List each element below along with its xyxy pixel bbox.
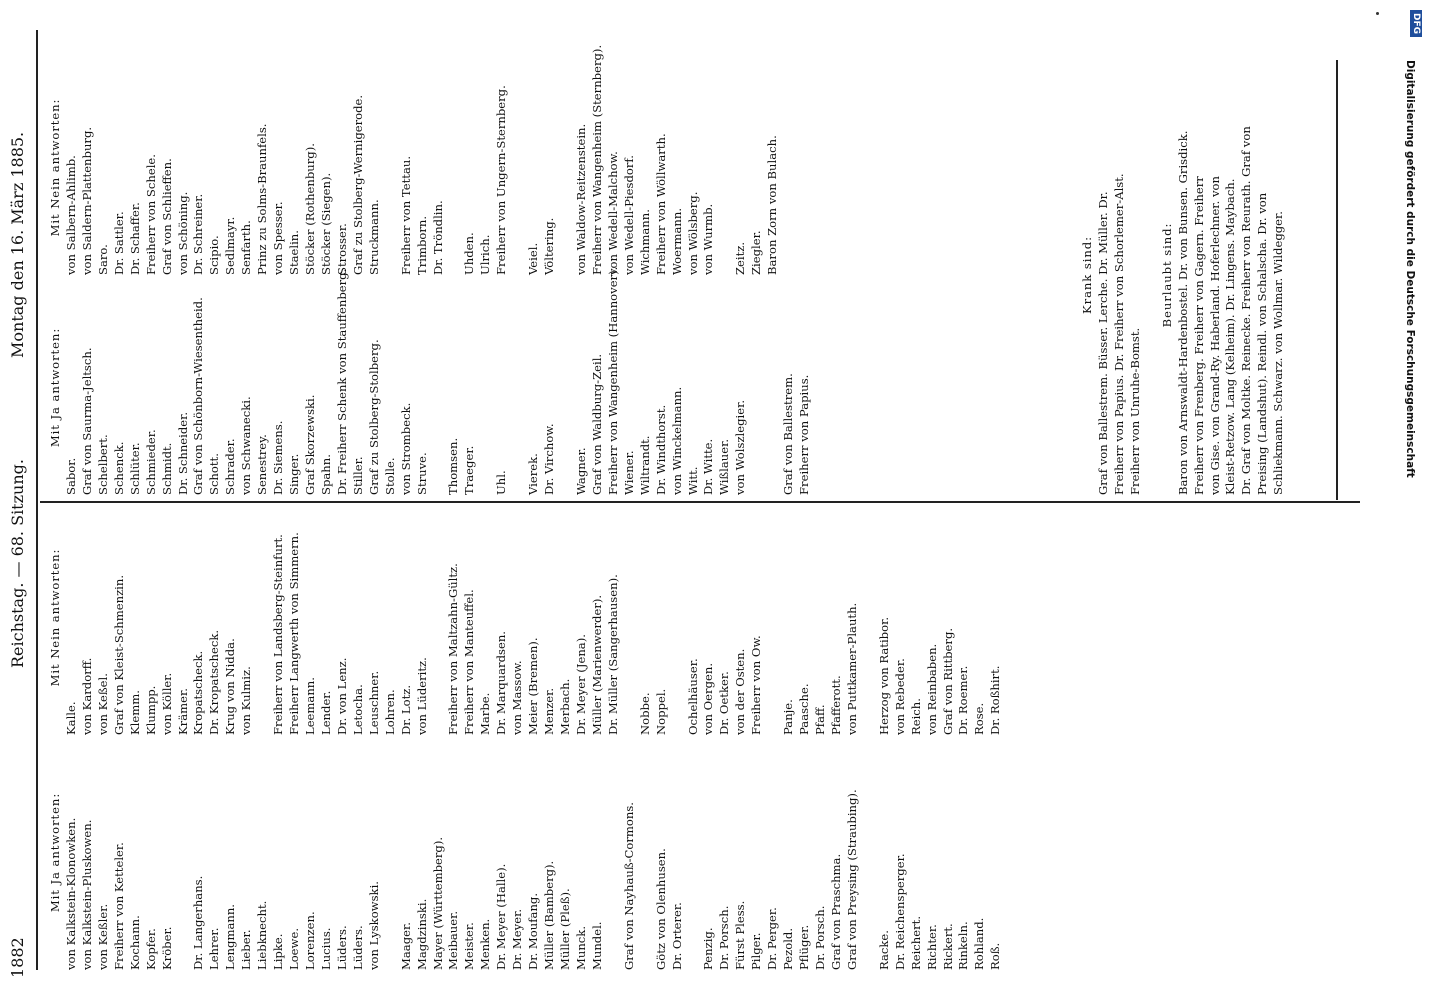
member-name: Vierek. [526,453,541,495]
digitization-credit: Digitalisierung gefördert durch die Deutsche Forschungsgemeinschaft [1404,60,1416,478]
member-name: Klumpp. [143,685,158,735]
member-name: Veiel. [526,242,541,275]
member-name: Kalle. [63,701,78,735]
member-name: Marbe. [478,692,493,735]
member-name: Dr. Oetker. [717,671,732,735]
member-name: Graf von Rittberg. [940,627,955,735]
column-heading: Mit Nein antworten: [48,98,62,237]
group-spacer [383,60,399,275]
member-name: von Lyskowski. [366,881,381,970]
member-name: von Schwanecki. [239,396,254,495]
member-name: Dr. Müller (Sangerhausen). [605,574,620,735]
member-name: Dr. Moufang. [526,892,541,970]
group-spacer [670,500,686,735]
member-name: Stöcker (Rothenburg). [303,143,317,275]
member-name: Freiherr Langwerth von Simmern. [287,532,302,735]
group-spacer [255,500,271,735]
member-name: Freiherr von Ow. [749,635,764,735]
member-name: Richter. [924,924,939,970]
member-name: Fürst Pless. [733,900,748,970]
member-name: Dr. Roßhirt. [988,665,1003,735]
member-name: Lüders. [350,925,365,970]
member-name: Dr. Roemer. [956,665,971,735]
member-name: von Massow. [510,660,525,735]
member-name: Dr. Witte. [701,438,716,495]
member-name: Maager. [398,922,413,970]
member-name: Klemm. [127,690,142,735]
member-name: Dr. Porsch. [813,905,827,970]
member-name: von Wolszlegier. [733,399,748,495]
member-name: Freiherr von Ungern-Sternberg. [494,85,509,275]
member-name: Trimborn. [414,215,429,275]
member-name: Sedlmayr. [223,216,238,275]
member-name: Stiller. [350,456,365,495]
member-name: von Kalkstein-Pluskowen. [79,819,94,970]
member-name: Graf von Kleist-Schmenzin. [111,574,126,735]
member-name: Roß. [988,942,1003,970]
member-name: Graf Skorzewski. [303,394,317,495]
member-name: Struve. [414,452,429,495]
member-name: Wiltrandt. [637,435,652,495]
member-name: von Kardorff. [79,657,94,735]
member-name: Mundel. [589,921,604,970]
member-name: Lieber. [239,929,254,970]
member-name: Dr. Schreiner. [191,193,206,275]
member-name: Paasche. [797,683,812,735]
member-name: von Kalkstein-Klonowken. [63,817,78,970]
member-name: von Wedell-Malchow. [605,151,620,275]
column-2-no-votes [48,500,1004,735]
member-name: Uhden. [462,232,477,275]
member-name: Schmieder. [143,429,158,495]
member-name: Dr. Kropatscheck. [207,629,222,735]
absence-lists [1080,55,1287,495]
member-name: Krug von Nidda. [223,638,238,735]
column-3-yes-votes [48,266,813,495]
member-name: Pilger. [749,932,764,970]
member-name: Panje. [781,699,796,735]
group-spacer [431,500,447,735]
member-name: von Saldern-Plattenburg. [79,126,94,275]
member-name: Pfafferott. [828,675,843,735]
member-name: Graf von Praschma. [828,853,843,970]
member-name: Dr. Freiherr Schenk von Stauffenberg. [334,268,349,495]
member-name: Dr. Schneider. [175,411,190,495]
header-rule [36,30,38,970]
member-name: Kröber. [159,926,174,970]
member-name: von Keßler. [95,903,110,970]
member-name: Magdzinski. [414,898,429,970]
member-name: von Wurmb. [701,203,716,275]
member-name: Herzog von Ratibor. [876,616,891,735]
member-name: Menken. [478,918,493,970]
member-name: Graf von Saurma-Jeltsch. [79,347,94,495]
member-name: von Köller. [159,672,174,735]
member-name: Liebknecht. [255,900,270,970]
member-name: Rickert. [940,923,955,970]
member-name: Freiherr von Landsberg-Steinfurt. [271,534,286,735]
member-name: Schelbert. [95,434,110,495]
member-name: Dr. Siemens. [271,420,286,495]
member-name: Leemann. [303,677,317,735]
krank-line: Freiherr von Unruhe-Bomst. [1127,327,1142,495]
member-name: Dr. Lotz. [398,684,413,735]
bottom-rule-right [1336,60,1338,500]
member-name: Lohren. [382,689,397,735]
group-spacer [383,735,399,970]
member-name: Kochann. [127,915,142,970]
member-name: Ziegler. [749,230,764,275]
member-name: Graf von Waldburg-Zeil. [589,353,604,495]
member-name: Stöcker (Siegen). [318,172,333,275]
member-name: Leuschner. [366,670,381,735]
member-name: Woermann. [669,207,684,275]
krank-line: Graf von Ballestrem. Büsser. Lerche. Dr. Müller. Dr. [1095,191,1110,495]
member-name: Graf von Ballestrem. [781,373,796,495]
member-name: Strosser. [334,223,349,275]
member-name: Meister. [462,922,477,970]
member-name: Lengmann. [223,904,238,970]
member-name: von Oergen. [701,662,716,735]
member-name: Traeger. [462,445,477,495]
member-name: Dr. Meyer (Jena). [573,634,588,735]
dfg-logo: DFG [1410,10,1422,37]
member-name: Uhl. [494,470,509,495]
member-name: Wagner. [573,447,588,495]
group-spacer [510,280,526,495]
member-name: Dr. Reichensperger. [892,853,907,970]
member-name: von Strombeck. [398,402,413,495]
member-name: Wiener. [621,450,636,495]
group-spacer [861,735,877,970]
member-name: Dr. Porsch. [717,905,732,970]
member-name: Wichmann. [637,209,652,275]
member-name: Freiherr von Maltzahn-Gültz. [446,563,461,735]
member-name: von Wedell-Piesdorf. [621,155,636,275]
group-spacer [558,280,574,495]
urlaub-heading: Beurlaubt sind: [1159,222,1174,328]
member-name: Senfarth. [239,220,254,275]
member-name: Graf zu Stolberg-Wernigerode. [350,94,365,275]
member-name: Dr. Windthorst. [653,404,668,495]
member-name: von Keßel. [95,673,110,735]
urlaub-line: Freiherr von Frenberg. Freiherr von Gagern. Freiherr [1191,176,1206,495]
member-name: von Salbern-Ahlimb. [63,155,78,275]
member-name: Pezold. [781,927,796,970]
column-4-no-votes [48,44,781,275]
member-name: Sabor. [63,457,78,495]
scan-speck [1376,12,1379,15]
member-name: Rinkeln. [956,921,971,970]
member-name: Dr. Perger. [765,907,780,970]
member-name: Graf von Nayhauß-Cormons. [621,802,636,970]
member-name: Pflüger. [797,924,812,970]
member-name: Freiherr von Ketteler. [111,842,126,970]
member-name: Scipio. [207,235,222,275]
member-name: Pfaff. [813,704,827,735]
session-date: Montag den 16. März 1885. [8,131,27,358]
member-name: Freiherr von Schele. [143,154,158,275]
column-heading: Mit Ja antworten: [48,792,62,913]
member-name: Menzer. [542,687,557,735]
group-spacer [765,280,781,495]
member-name: Dr. Langerhans. [191,875,206,970]
member-name: Meier (Bremen). [526,637,541,735]
member-name: von Waldow-Reitzenstein. [573,123,588,275]
member-name: Schlüter. [127,442,142,495]
krank-heading: Krank sind: [1080,236,1094,314]
member-name: Freiherr von Tettau. [398,155,413,275]
running-head [0,18,36,978]
member-name: Rose. [972,702,987,735]
member-name: Müller (Bamberg). [542,860,557,970]
group-spacer [478,280,494,495]
member-name: Dr. Tröndlin. [430,200,445,275]
group-spacer [765,500,781,735]
member-name: von Wölsberg. [685,191,700,275]
member-name: Staelin. [287,230,302,275]
member-name: von Puttkamer-Plauth. [844,602,859,735]
group-spacer [861,500,877,735]
member-name: Meibauer. [446,910,461,970]
group-spacer [446,60,462,275]
member-name: Munck. [573,925,588,970]
member-name: Baron Zorn von Bulach. [765,135,780,275]
group-spacer [510,60,526,275]
member-name: Mayer (Württemberg). [430,836,445,970]
member-name: Müller (Marienwerder). [589,594,604,735]
member-name: Reich. [908,698,923,735]
member-name: Dr. Sattler. [111,211,126,275]
member-name: Lehrer. [207,927,222,970]
member-name: Struckmann. [366,199,381,275]
column-1-yes-votes [48,735,1004,970]
urlaub-line: Dr. Graf von Moltke. Reinecke. Freiherr von Reurath. Graf von [1239,126,1254,495]
urlaub-line: von Gise. von Grand-Ry. Haberland. Hoferlechner. von [1207,176,1222,495]
member-name: von Spesser. [271,201,286,275]
member-name: Dr. Virchow. [542,423,557,495]
member-name: Witt. [685,466,700,495]
urlaub-line: Baron von Arnswaldt-Hardenbostel. Dr. von Bunsen. Grisdick. [1175,130,1190,495]
member-name: Noppel. [653,688,668,735]
urlaub-line: Kleist-Retzow. Lang (Kelheim). Dr. Lingens. Maybach. [1223,178,1238,495]
member-name: Reichert. [908,915,923,970]
member-name: von Kulmiz. [239,666,254,735]
group-spacer [622,500,638,735]
member-name: Ochelhäuser. [685,658,700,735]
member-name: Götz von Olenhusen. [653,848,668,970]
member-name: Freiherr von Manteuffel. [462,589,477,735]
member-name: Graf von Preysing (Straubing). [844,789,859,970]
member-name: Penzig. [701,927,716,970]
member-name: Dr. Meyer. [510,908,525,970]
group-spacer [638,735,654,970]
member-name: Racke. [876,930,891,970]
member-name: Wißlauer. [717,438,732,495]
member-name: Lender. [318,690,333,735]
urlaub-line: Schliekmann. Schwarz. von Wollmar. Wildegger. [1271,211,1286,495]
session-title: Reichstag. — 68. Sitzung. [8,459,27,668]
group-spacer [686,735,702,970]
member-name: Zeitz. [733,241,748,275]
member-name: Dr. Marquardsen. [494,631,509,735]
member-name: Freiherr von Wöllwarth. [653,133,668,275]
column-heading: Mit Ja antworten: [48,327,62,448]
member-name: Saro. [95,244,110,275]
member-name: von Schöning. [175,191,190,275]
group-spacer [176,735,192,970]
member-name: Kopfer. [143,928,158,970]
group-spacer [749,280,765,495]
group-spacer [606,735,622,970]
member-name: Graf zu Stolberg-Stolberg. [366,339,381,495]
group-spacer [717,60,733,275]
member-name: Schenck. [111,441,126,495]
member-name: Freiherr von Papius. [797,374,812,495]
member-name: Freiherr von Wangenheim (Hannover). [605,266,620,495]
member-name: Singer. [287,453,302,495]
member-name: von Rebeder. [892,658,907,735]
member-name: Graf von Schönborn-Wiesentheid. [191,297,206,495]
member-name: Schrader. [223,438,238,495]
section-spacer [1144,55,1160,495]
group-spacer [431,280,447,495]
krank-line: Freiherr von Papius. Dr. Freiherr von Schorlemer-Alst. [1111,173,1126,495]
member-name: Dr. Meyer (Halle). [494,863,509,970]
member-name: Krämer. [175,688,190,735]
member-name: Kropatscheck. [191,650,206,735]
group-spacer [558,60,574,275]
column-heading: Mit Nein antworten: [48,548,62,687]
member-name: Stolle. [382,457,397,495]
member-name: Loewe. [287,927,302,970]
member-name: Dr. Schaffer. [127,202,142,275]
member-name: Müller (Pleß). [558,888,572,970]
member-name: Lorenzen. [303,911,317,970]
member-name: Schott. [207,453,222,495]
member-name: Letocha. [350,684,365,735]
member-name: Schmidt. [159,442,174,495]
member-name: Lucius. [318,927,333,970]
member-name: von Reinbaben. [924,643,939,735]
member-name: von Winckelmann. [669,386,684,495]
member-name: Rohland. [972,917,987,970]
page-number: 1882 [8,937,27,978]
member-name: Nobbe. [637,692,652,735]
member-name: Völtering. [542,217,557,275]
member-name: Freiherr von Wangenheim (Sternberg). [589,44,604,275]
member-name: Graf von Schlieffen. [159,158,174,275]
member-name: Prinz zu Solms-Braunfels. [255,123,270,275]
urlaub-line: Preising (Landshut). Reindl. von Schalscha. Dr. von [1255,192,1270,495]
member-name: Dr. Orterer. [669,902,684,970]
member-name: Lipke. [271,933,286,970]
member-name: Thomsen. [446,437,461,495]
member-name: Ulrich. [478,234,493,275]
member-name: Lüders. [334,925,349,970]
member-name: von der Osten. [733,648,748,735]
member-name: Dr. von Lenz. [334,657,349,735]
member-name: Merbach. [558,678,572,735]
member-name: Senestrey. [255,434,270,495]
member-name: Spahn. [318,454,333,495]
member-name: von Lüderitz. [414,657,429,735]
